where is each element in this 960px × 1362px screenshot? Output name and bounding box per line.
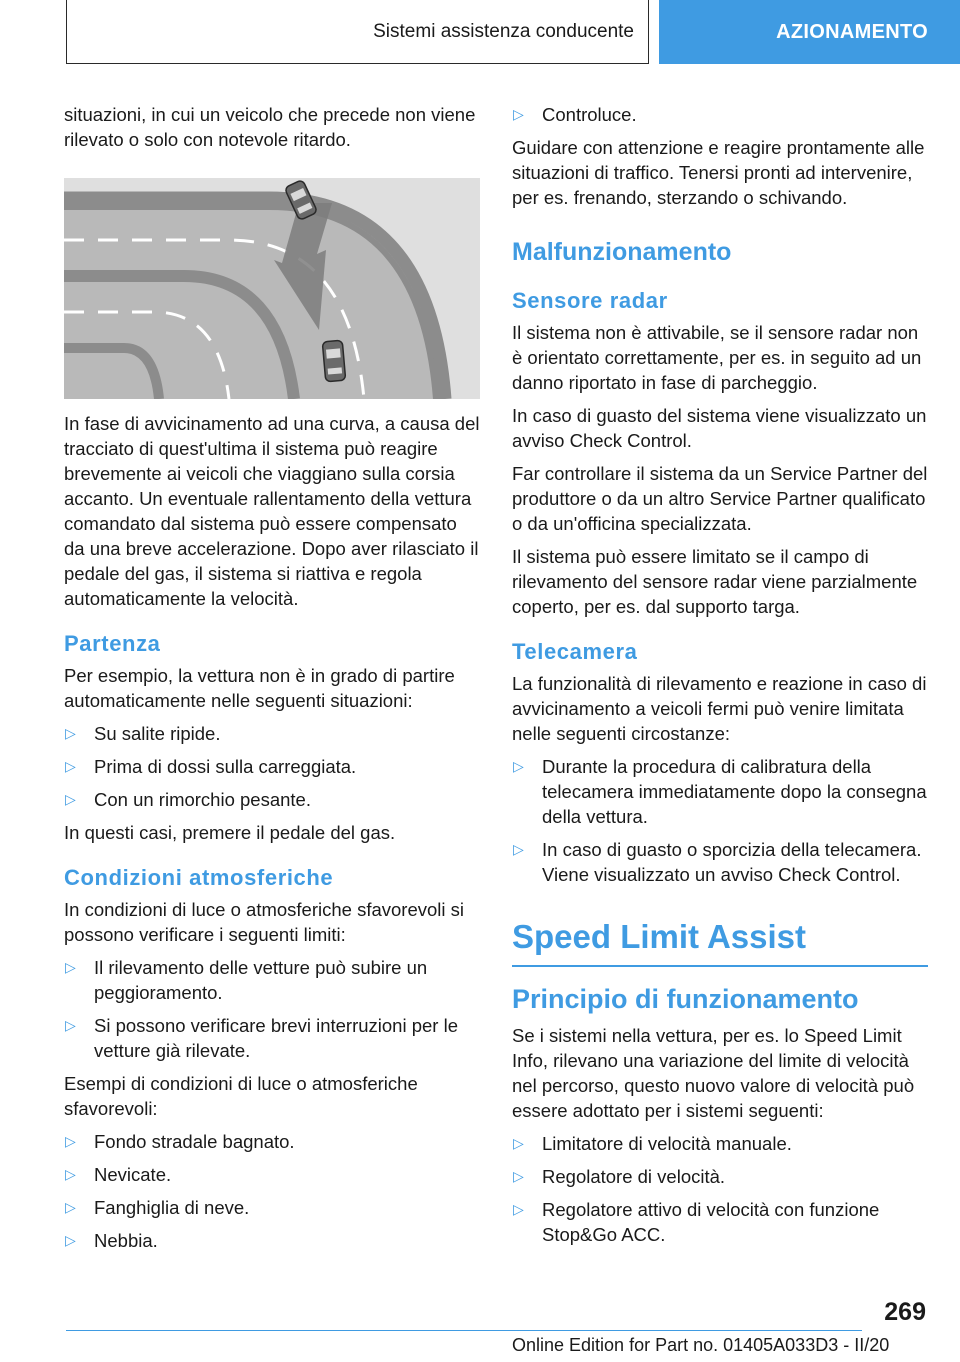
section-title: Sistemi assistenza conducente (373, 20, 634, 42)
curve-paragraph: In fase di avvicinamento ad una curva, a causa del tracciato di quest'ultima il sistema può reagire brevemente ai veicoli che viaggiano sulla corsia accanto. Un eventuale rallentamento della vettura comandato dal sistema può essere compensato da una breve accelerazione. Dopo aver rilasciato il pedale del gas, il sistema si riattiva e regola automaticamente la velocità. (64, 413, 480, 609)
triangle-bullet-icon: ▷ (65, 1199, 76, 1215)
triangle-bullet-icon: ▷ (65, 1017, 76, 1033)
speed-limit-assist-title: Speed Limit Assist (512, 915, 928, 967)
radar-heading: Sensore radar (512, 288, 668, 313)
partenza-list (64, 721, 480, 812)
radar-p1: Il sistema non è attivabile, se il sensore radar non è orientato correttamente, per es. in seguito ad un danno riportato in fase di parcheggio. (512, 322, 922, 393)
triangle-bullet-icon: ▷ (65, 1232, 76, 1248)
attention-paragraph: Guidare con attenzione e reagire prontamente alle situazioni di traffico. Tenersi pronti ad intervenire, per es. frenando, sterzando o schivando. (512, 137, 925, 208)
triangle-bullet-icon: ▷ (513, 1168, 524, 1184)
speed-limit-list (512, 1131, 928, 1247)
list-item (64, 721, 480, 746)
list-item (512, 754, 928, 829)
condizioni-text: In condizioni di luce o atmosferiche sfavorevoli si possono verificare i seguenti limiti: (64, 899, 464, 945)
top-list (512, 102, 928, 127)
curve-illustration (64, 178, 480, 399)
list-item (512, 1164, 928, 1189)
partenza-heading: Partenza (64, 631, 161, 656)
list-item (64, 955, 480, 1005)
triangle-bullet-icon: ▷ (65, 1133, 76, 1149)
list-item-text: Nebbia. (94, 1230, 158, 1251)
triangle-bullet-icon: ▷ (513, 1201, 524, 1217)
triangle-bullet-icon: ▷ (513, 1135, 524, 1151)
right-column (512, 102, 928, 1255)
condizioni-list (64, 955, 480, 1063)
list-item-text: Si possono verificare brevi interruzioni per le vetture già rilevate. (94, 1015, 459, 1061)
list-item-text: Regolatore attivo di velocità con funzione Stop&Go ACC. (542, 1199, 880, 1245)
radar-p2: In caso di guasto del sistema viene visualizzato un avviso Check Control. (512, 405, 927, 451)
list-item-text: In caso di guasto o sporcizia della telecamera. Viene visualizzato un avviso Check Control. (542, 839, 922, 885)
list-item (512, 1131, 928, 1156)
list-item-text: Su salite ripide. (94, 723, 221, 744)
principle-heading: Principio di funzionamento (512, 984, 859, 1014)
list-item (64, 1162, 480, 1187)
list-item (64, 1129, 480, 1154)
left-column (64, 102, 480, 1261)
triangle-bullet-icon: ▷ (513, 758, 524, 774)
list-item-text: Il rilevamento delle vetture può subire un peggioramento. (94, 957, 428, 1003)
header-chapter-tab[interactable] (659, 0, 960, 64)
triangle-bullet-icon: ▷ (513, 841, 524, 857)
list-item (64, 754, 480, 779)
examples-list (64, 1129, 480, 1253)
list-item-text: Prima di dossi sulla carreggiata. (94, 756, 357, 777)
list-item (512, 102, 928, 127)
header-section-title (66, 0, 649, 64)
list-item-text: Fanghiglia di neve. (94, 1197, 250, 1218)
list-item (512, 1197, 928, 1247)
list-item-text: Controluce. (542, 104, 637, 125)
footer-edition: Online Edition for Part no. 01405A033D3 - II/20 (512, 1335, 890, 1355)
list-item (64, 1195, 480, 1220)
radar-p4: Il sistema può essere limitato se il campo di rilevamento del sensore radar viene parzialmente coperto, per es. dal supporto targa. (512, 546, 918, 617)
list-item-text: Limitatore di velocità manuale. (542, 1133, 792, 1154)
footer-divider (66, 1330, 862, 1331)
telecamera-text: La funzionalità di rilevamento e reazione in caso di avvicinamento a veicoli fermi può venire limitata nelle seguenti circostanze: (512, 673, 927, 744)
triangle-bullet-icon: ▷ (65, 758, 76, 774)
intro-paragraph: situazioni, in cui un veicolo che precede non viene rilevato o solo con notevole ritardo. (64, 104, 476, 150)
partenza-after: In questi casi, premere il pedale del gas. (64, 822, 396, 843)
partenza-text: Per esempio, la vettura non è in grado di partire automaticamente nelle seguenti situazioni: (64, 665, 455, 711)
list-item-text: Durante la procedura di calibratura della telecamera immediatamente dopo la consegna della vettura. (542, 756, 927, 827)
triangle-bullet-icon: ▷ (65, 725, 76, 741)
malfunzionamento-heading: Malfunzionamento (512, 238, 732, 266)
curve-road-diagram (64, 178, 480, 399)
telecamera-list (512, 754, 928, 887)
list-item-text: Regolatore di velocità. (542, 1166, 726, 1187)
page-number: 269 (884, 1298, 926, 1326)
list-item (64, 787, 480, 812)
triangle-bullet-icon: ▷ (513, 106, 524, 122)
chapter-title: AZIONAMENTO (776, 20, 928, 43)
triangle-bullet-icon: ▷ (65, 1166, 76, 1182)
triangle-bullet-icon: ▷ (65, 791, 76, 807)
list-item (64, 1013, 480, 1063)
list-item-text: Con un rimorchio pesante. (94, 789, 311, 810)
list-item (64, 1228, 480, 1253)
radar-p3: Far controllare il sistema da un Service Partner del produttore o da un altro Service Partner qualificato o da un'officina specializzata. (512, 463, 928, 534)
telecamera-heading: Telecamera (512, 639, 638, 664)
condizioni-heading: Condizioni atmosferiche (64, 865, 334, 890)
triangle-bullet-icon: ▷ (65, 959, 76, 975)
list-item-text: Fondo stradale bagnato. (94, 1131, 295, 1152)
examples-text: Esempi di condizioni di luce o atmosferiche sfavorevoli: (64, 1073, 418, 1119)
list-item-text: Nevicate. (94, 1164, 172, 1185)
speed-limit-text: Se i sistemi nella vettura, per es. lo Speed Limit Info, rilevano una variazione del limite di velocità nel percorso, questo nuovo valore di velocità può essere adottato per i sistemi seguenti: (512, 1025, 915, 1121)
list-item (512, 837, 928, 887)
